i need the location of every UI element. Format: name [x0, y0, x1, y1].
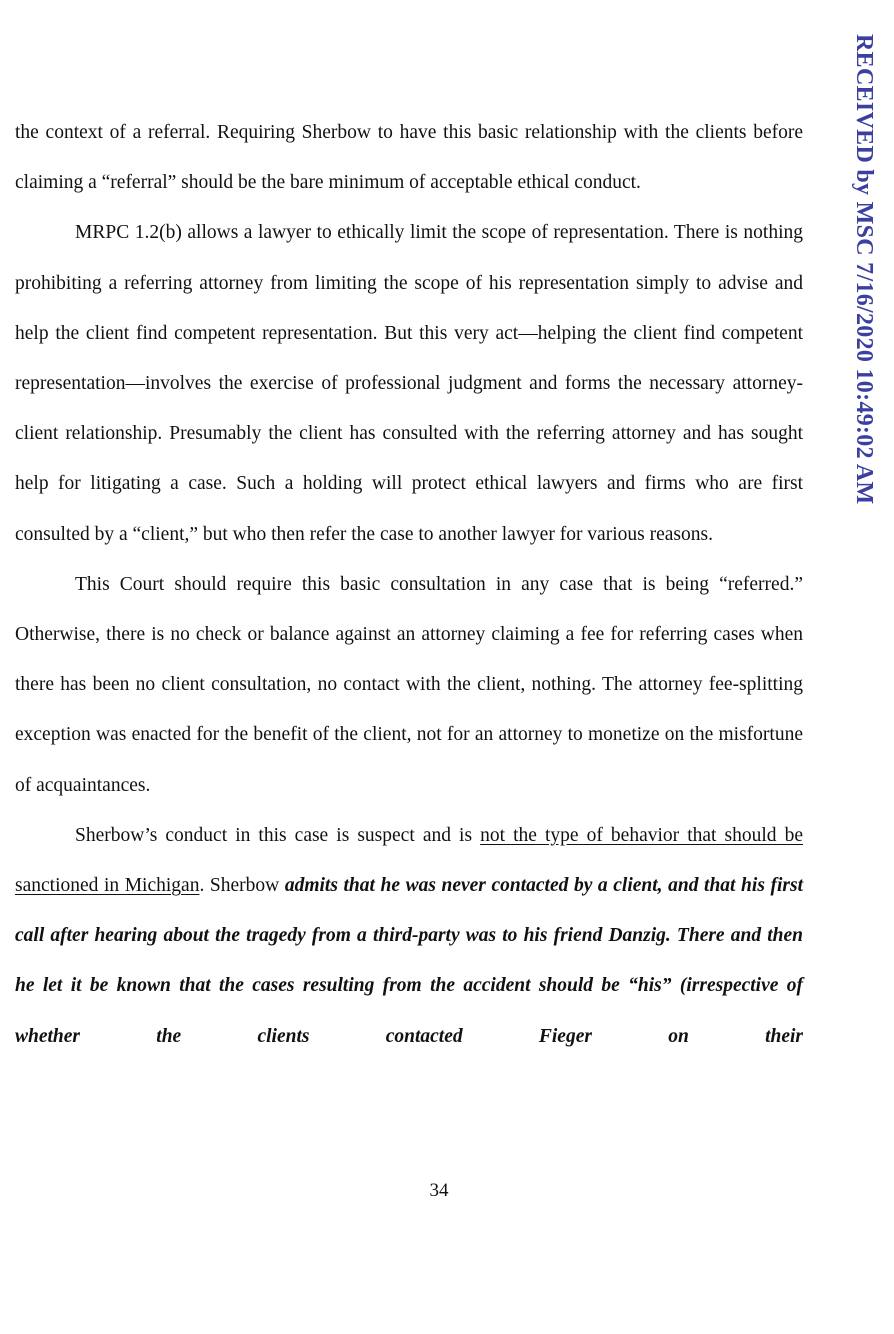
document-body — [15, 108, 803, 1062]
paragraph-4-middle: . Sherbow — [199, 875, 285, 897]
paragraph-2: MRPC 1.2(b) allows a lawyer to ethically limit the scope of representation. There is nothing prohibiting a referring attorney from limiting the scope of his representation simply to advise and help the client find competent representation. But this very act—helping the client find competent representation—involves the exercise of professional judgment and forms the necessary attorney-client relationship. Presumably the client has consulted with the referring attorney and has sought help for litigating a case. Such a holding will protect ethical lawyers and firms who are first consulted by a “client,” but who then refer the case to another lawyer for various reasons. — [15, 222, 803, 545]
paragraph-3: This Court should require this basic consultation in any case that is being “referred.” Otherwise, there is no check or balance against an attorney claiming a fee for referring cases when there has been no client consultation, no contact with the client, nothing. The attorney fee-splitting exception was enacted for the benefit of the client, not for an attorney to monetize on the misfortune of acquaintances. — [15, 573, 803, 796]
paragraph-1: the context of a referral. Requiring Sherbow to have this basic relationship with the clients before claiming a “referral” should be the bare minimum of acceptable ethical conduct. — [15, 122, 803, 194]
emphasized-admission: admits that he was never contacted by a client, and that his first call after hearing about the tragedy from a third-party was to his friend Danzig. There and then he let it be known that the cases resulting from the accident should be “his” (irrespective of whether the clients contacted Fieger on their — [15, 875, 803, 1047]
underlined-phrase: not the type of behavior that should be sanctioned in Michigan — [15, 824, 803, 897]
received-stamp: RECEIVED by MSC 7/16/2020 10:49:02 AM — [851, 34, 877, 505]
paragraph-4 — [15, 811, 803, 1062]
paragraph-4-lead: Sherbow’s conduct in this case is suspect and is — [75, 824, 481, 846]
page-number: 34 — [429, 1180, 449, 1201]
